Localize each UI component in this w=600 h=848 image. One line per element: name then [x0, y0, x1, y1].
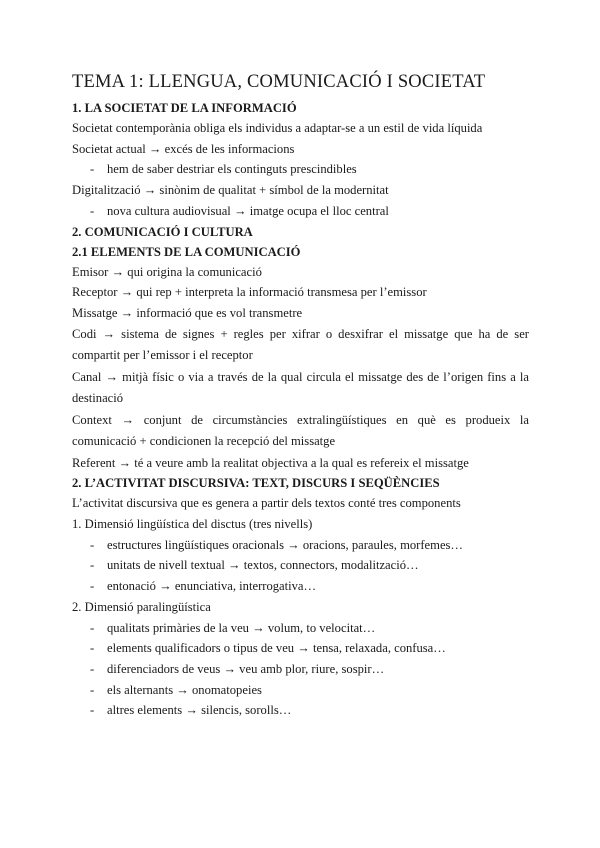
bullet-text: hem de saber destriar els continguts prescindibles: [107, 162, 357, 177]
paragraph-receptor: Receptor → qui rep + interpreta la informació transmesa per l’emissor: [72, 285, 427, 300]
dimension-heading: 2. Dimensió paralingüística: [72, 599, 211, 614]
bullet-item: [72, 535, 532, 556]
paragraph-codi: Codi → sistema de signes + regles per xifrar o desxifrar el missatge que ha de ser compartit per l’emissor i el receptor: [72, 326, 529, 363]
dash-marker: -: [90, 558, 95, 573]
bullet-text: els alternants → onomatopeies: [107, 682, 262, 697]
dash-marker: -: [90, 703, 95, 718]
dash-marker: -: [90, 162, 95, 177]
paragraph-canal: Canal → mitjà físic o via a través de la qual circula el missatge des de l’origen fins a la destinació: [72, 369, 529, 406]
bullet-item: [72, 638, 532, 659]
bullet-text: unitats de nivell textual → textos, connectors, modalització…: [107, 558, 419, 573]
bullet-text: qualitats primàries de la veu → volum, to velocitat…: [107, 620, 376, 635]
section-heading-3: 2. L’ACTIVITAT DISCURSIVA: TEXT, DISCURS I SEQÜÈNCIES: [72, 476, 440, 491]
paragraph-referent: Referent → té a veure amb la realitat objectiva a la qual es refereix el missatge: [72, 455, 469, 470]
dash-marker: -: [90, 661, 95, 676]
dash-marker: -: [90, 682, 95, 697]
dash-marker: -: [90, 537, 95, 552]
paragraph-context: Context → conjunt de circumstàncies extralingüístiques en què es produeix la comunicació + condicionen la recepció del missatge: [72, 412, 529, 449]
bullet-item: [72, 576, 532, 597]
paragraph: L’activitat discursiva que es genera a partir dels textos conté tres components: [72, 496, 461, 511]
dimension-heading: 1. Dimensió lingüística del disctus (tres nivells): [72, 517, 313, 532]
bullet-text: nova cultura audiovisual → imatge ocupa el lloc central: [107, 203, 389, 218]
bullet-item: [72, 659, 532, 680]
dash-marker: -: [90, 641, 95, 656]
bullet-item: [72, 159, 532, 180]
bullet-text: estructures lingüístiques oracionals → oracions, paraules, morfemes…: [107, 537, 464, 552]
bullet-item: [72, 700, 532, 721]
paragraph-missatge: Missatge → informació que es vol transmetre: [72, 305, 303, 320]
document-title: TEMA 1: LLENGUA, COMUNICACIÓ I SOCIETAT: [72, 72, 486, 92]
bullet-text: altres elements → silencis, sorolls…: [107, 703, 292, 718]
paragraph: Societat contemporània obliga els individus a adaptar-se a un estil de vida líquida: [72, 121, 483, 135]
dash-marker: -: [90, 620, 95, 635]
paragraph: Digitalització → sinònim de qualitat + símbol de la modernitat: [72, 183, 389, 198]
section-heading-1: 1. LA SOCIETAT DE LA INFORMACIÓ: [72, 101, 297, 115]
bullet-item: [72, 618, 532, 639]
paragraph-emisor: Emisor → qui origina la comunicació: [72, 264, 262, 279]
bullet-text: diferenciadors de veus → veu amb plor, riure, sospir…: [107, 661, 385, 676]
dash-marker: -: [90, 579, 95, 594]
bullet-item: [72, 201, 532, 222]
subsection-heading: 2.1 ELEMENTS DE LA COMUNICACIÓ: [72, 244, 301, 259]
section-heading-2: 2. COMUNICACIÓ I CULTURA: [72, 224, 253, 239]
bullet-item: [72, 680, 532, 701]
bullet-text: elements qualificadors o tipus de veu → tensa, relaxada, confusa…: [107, 641, 446, 656]
document-page: [72, 70, 532, 721]
paragraph: Societat actual → excés de les informacions: [72, 141, 295, 156]
dash-marker: -: [90, 203, 95, 218]
bullet-item: [72, 555, 532, 576]
bullet-text: entonació → enunciativa, interrogativa…: [107, 579, 317, 594]
